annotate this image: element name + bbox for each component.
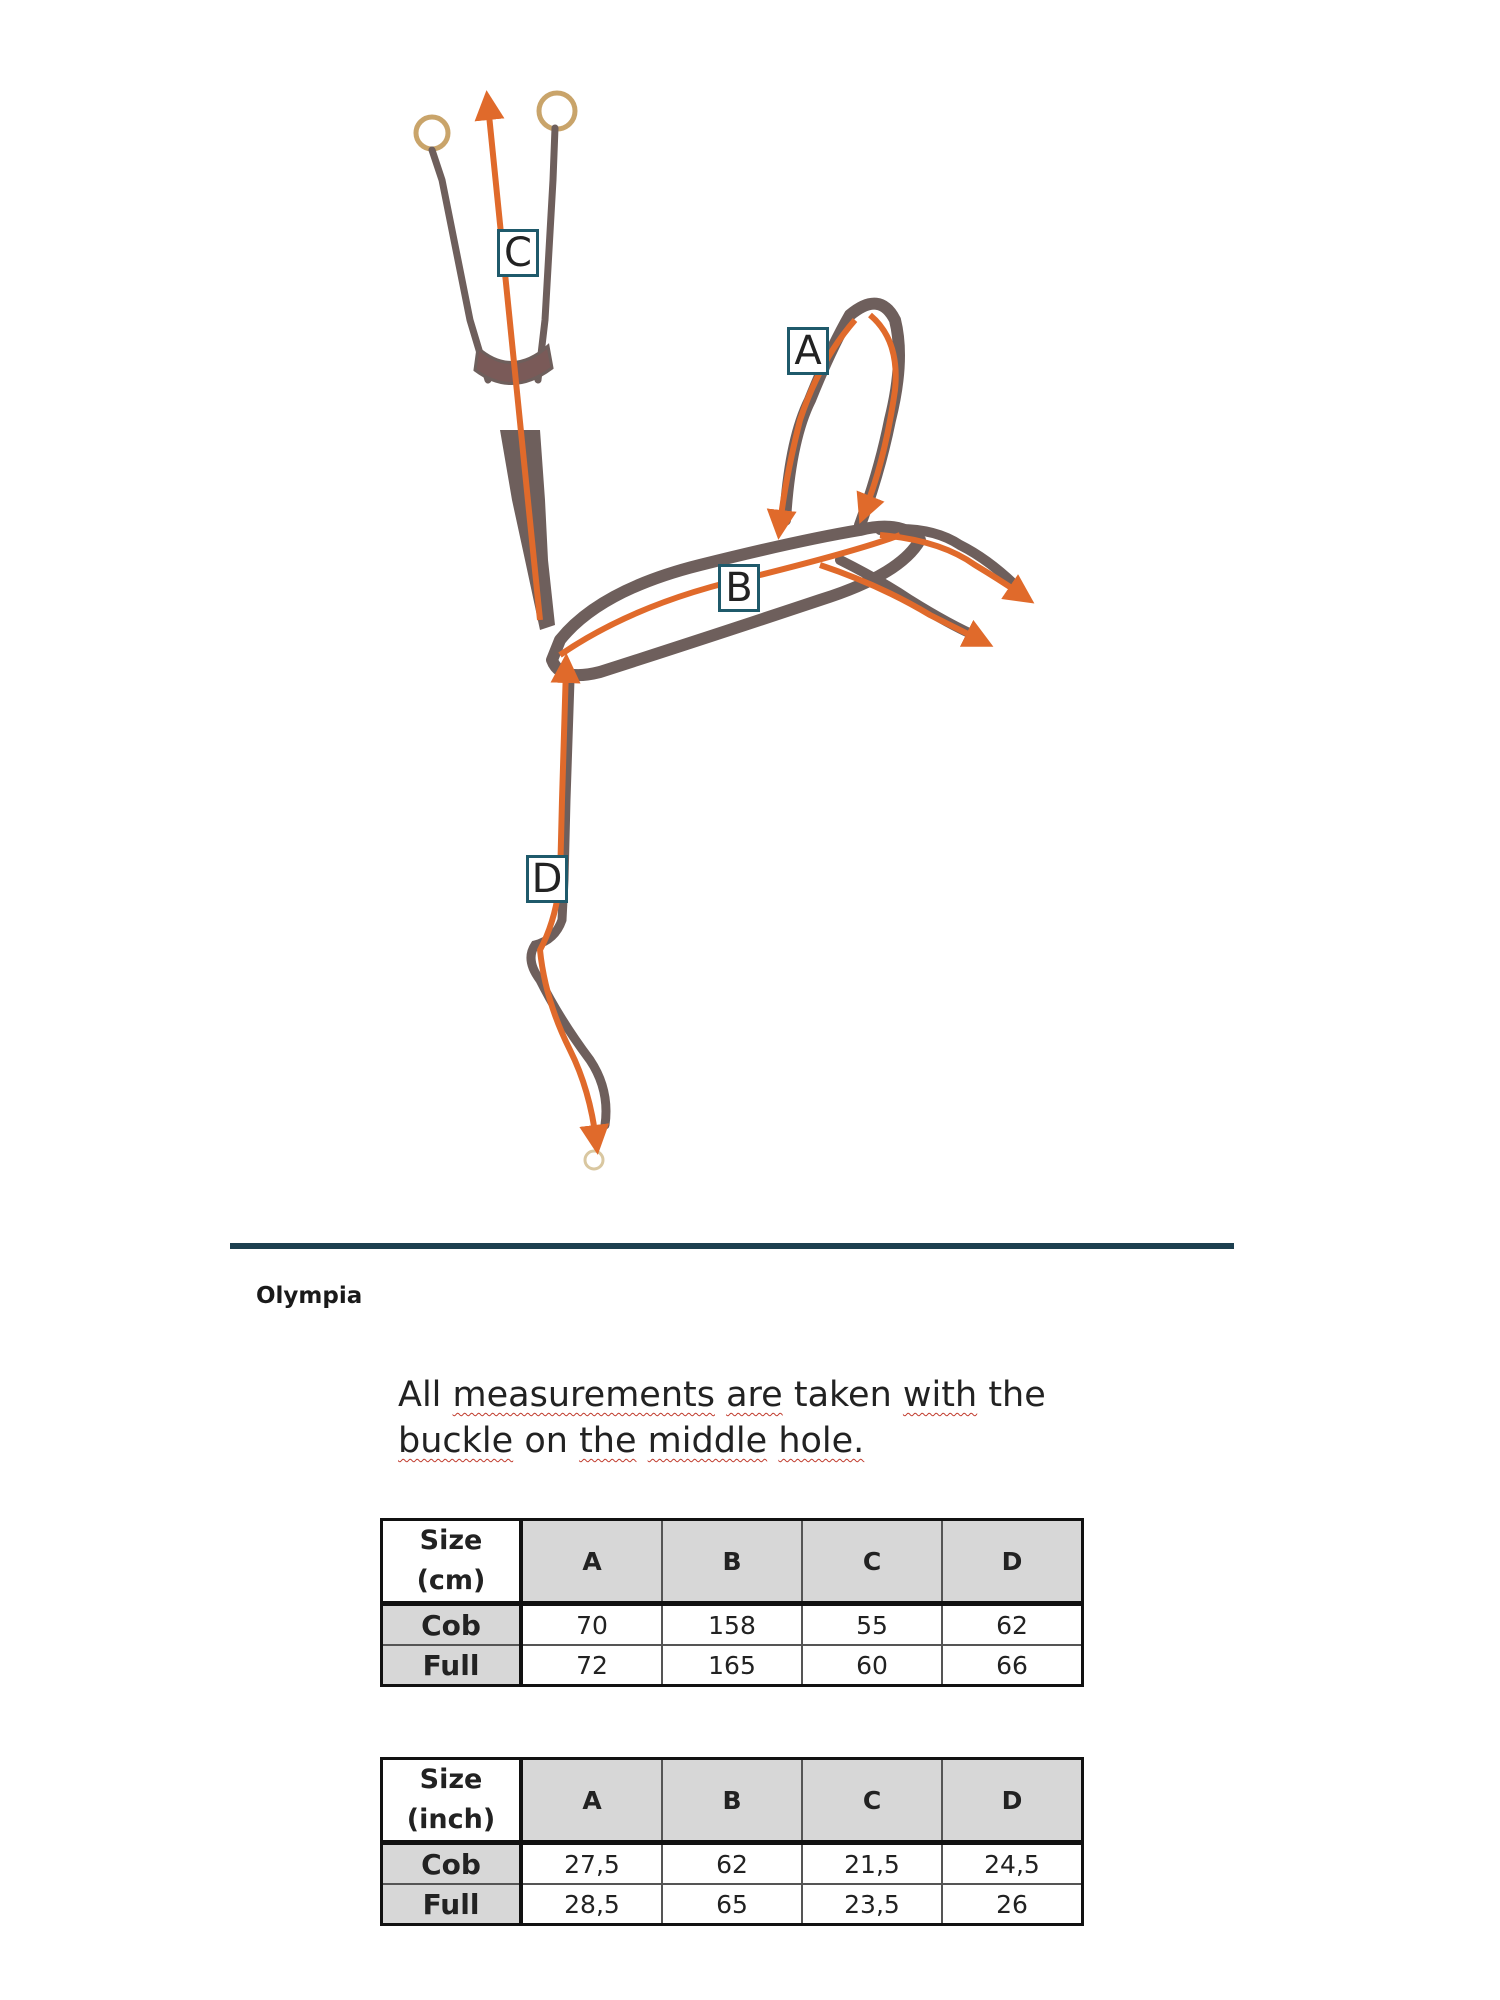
- table-cell: 60: [802, 1645, 942, 1686]
- product-name: Olympia: [256, 1283, 363, 1309]
- measurement-note: [398, 1372, 1158, 1464]
- corner-line-2: (inch): [406, 1804, 496, 1835]
- label-d: D: [526, 855, 568, 903]
- corner-line-1: Size: [419, 1764, 483, 1795]
- row-header: Full: [382, 1645, 522, 1686]
- note-word: the: [579, 1421, 637, 1461]
- table-cell: 158: [662, 1604, 802, 1646]
- table-cell: 165: [662, 1645, 802, 1686]
- column-header: C: [802, 1759, 942, 1843]
- note-word: All: [398, 1375, 442, 1415]
- fork-body: [500, 430, 555, 630]
- table-cell: 65: [662, 1884, 802, 1925]
- arrow-b-right-lower: [820, 565, 980, 640]
- note-word: on: [524, 1421, 568, 1461]
- label-a: A: [787, 327, 829, 375]
- note-word: with: [902, 1375, 978, 1415]
- table-cell: 27,5: [521, 1843, 662, 1885]
- column-header: C: [802, 1520, 942, 1604]
- right-ring-icon: [539, 93, 575, 129]
- size-table-cm: [380, 1518, 1084, 1687]
- table-header-row: [382, 1759, 1083, 1843]
- size-table-inch: [380, 1757, 1084, 1926]
- note-word: are: [726, 1375, 783, 1415]
- table-row: [382, 1843, 1083, 1885]
- table-cell: 70: [521, 1604, 662, 1646]
- note-word: measurements: [452, 1375, 715, 1415]
- row-header: Cob: [382, 1604, 522, 1646]
- table-cell: 62: [942, 1604, 1083, 1646]
- fork-strap-left: [432, 150, 488, 380]
- table-cell: 28,5: [521, 1884, 662, 1925]
- table-row: [382, 1604, 1083, 1646]
- column-header: B: [662, 1520, 802, 1604]
- label-c: C: [497, 229, 539, 277]
- table-row: [382, 1884, 1083, 1925]
- table-cell: 55: [802, 1604, 942, 1646]
- table-cell: 62: [662, 1843, 802, 1885]
- row-header: Cob: [382, 1843, 522, 1885]
- table-cell: 21,5: [802, 1843, 942, 1885]
- column-header: D: [942, 1759, 1083, 1843]
- snap-hook-icon: [585, 1151, 603, 1169]
- table-cell: 26: [942, 1884, 1083, 1925]
- table-header-row: [382, 1520, 1083, 1604]
- column-header: A: [521, 1520, 662, 1604]
- corner-line-2: (cm): [416, 1565, 486, 1596]
- table-corner-cell: [382, 1520, 522, 1604]
- note-word: middle: [647, 1421, 768, 1461]
- label-b: B: [718, 564, 760, 612]
- column-header: A: [521, 1759, 662, 1843]
- note-word: the: [988, 1375, 1046, 1415]
- left-ring-icon: [416, 117, 448, 149]
- table-cell: 66: [942, 1645, 1083, 1686]
- table-corner-cell: [382, 1759, 522, 1843]
- table-cell: 23,5: [802, 1884, 942, 1925]
- row-header: Full: [382, 1884, 522, 1925]
- fork-strap-right: [538, 128, 555, 380]
- corner-line-1: Size: [419, 1525, 483, 1556]
- column-header: B: [662, 1759, 802, 1843]
- note-word: taken: [793, 1375, 892, 1415]
- table-cell: 24,5: [942, 1843, 1083, 1885]
- table-cell: 72: [521, 1645, 662, 1686]
- note-word: hole.: [778, 1421, 865, 1461]
- column-header: D: [942, 1520, 1083, 1604]
- table-row: [382, 1645, 1083, 1686]
- divider-rule: [230, 1243, 1234, 1249]
- note-word: buckle: [398, 1421, 514, 1461]
